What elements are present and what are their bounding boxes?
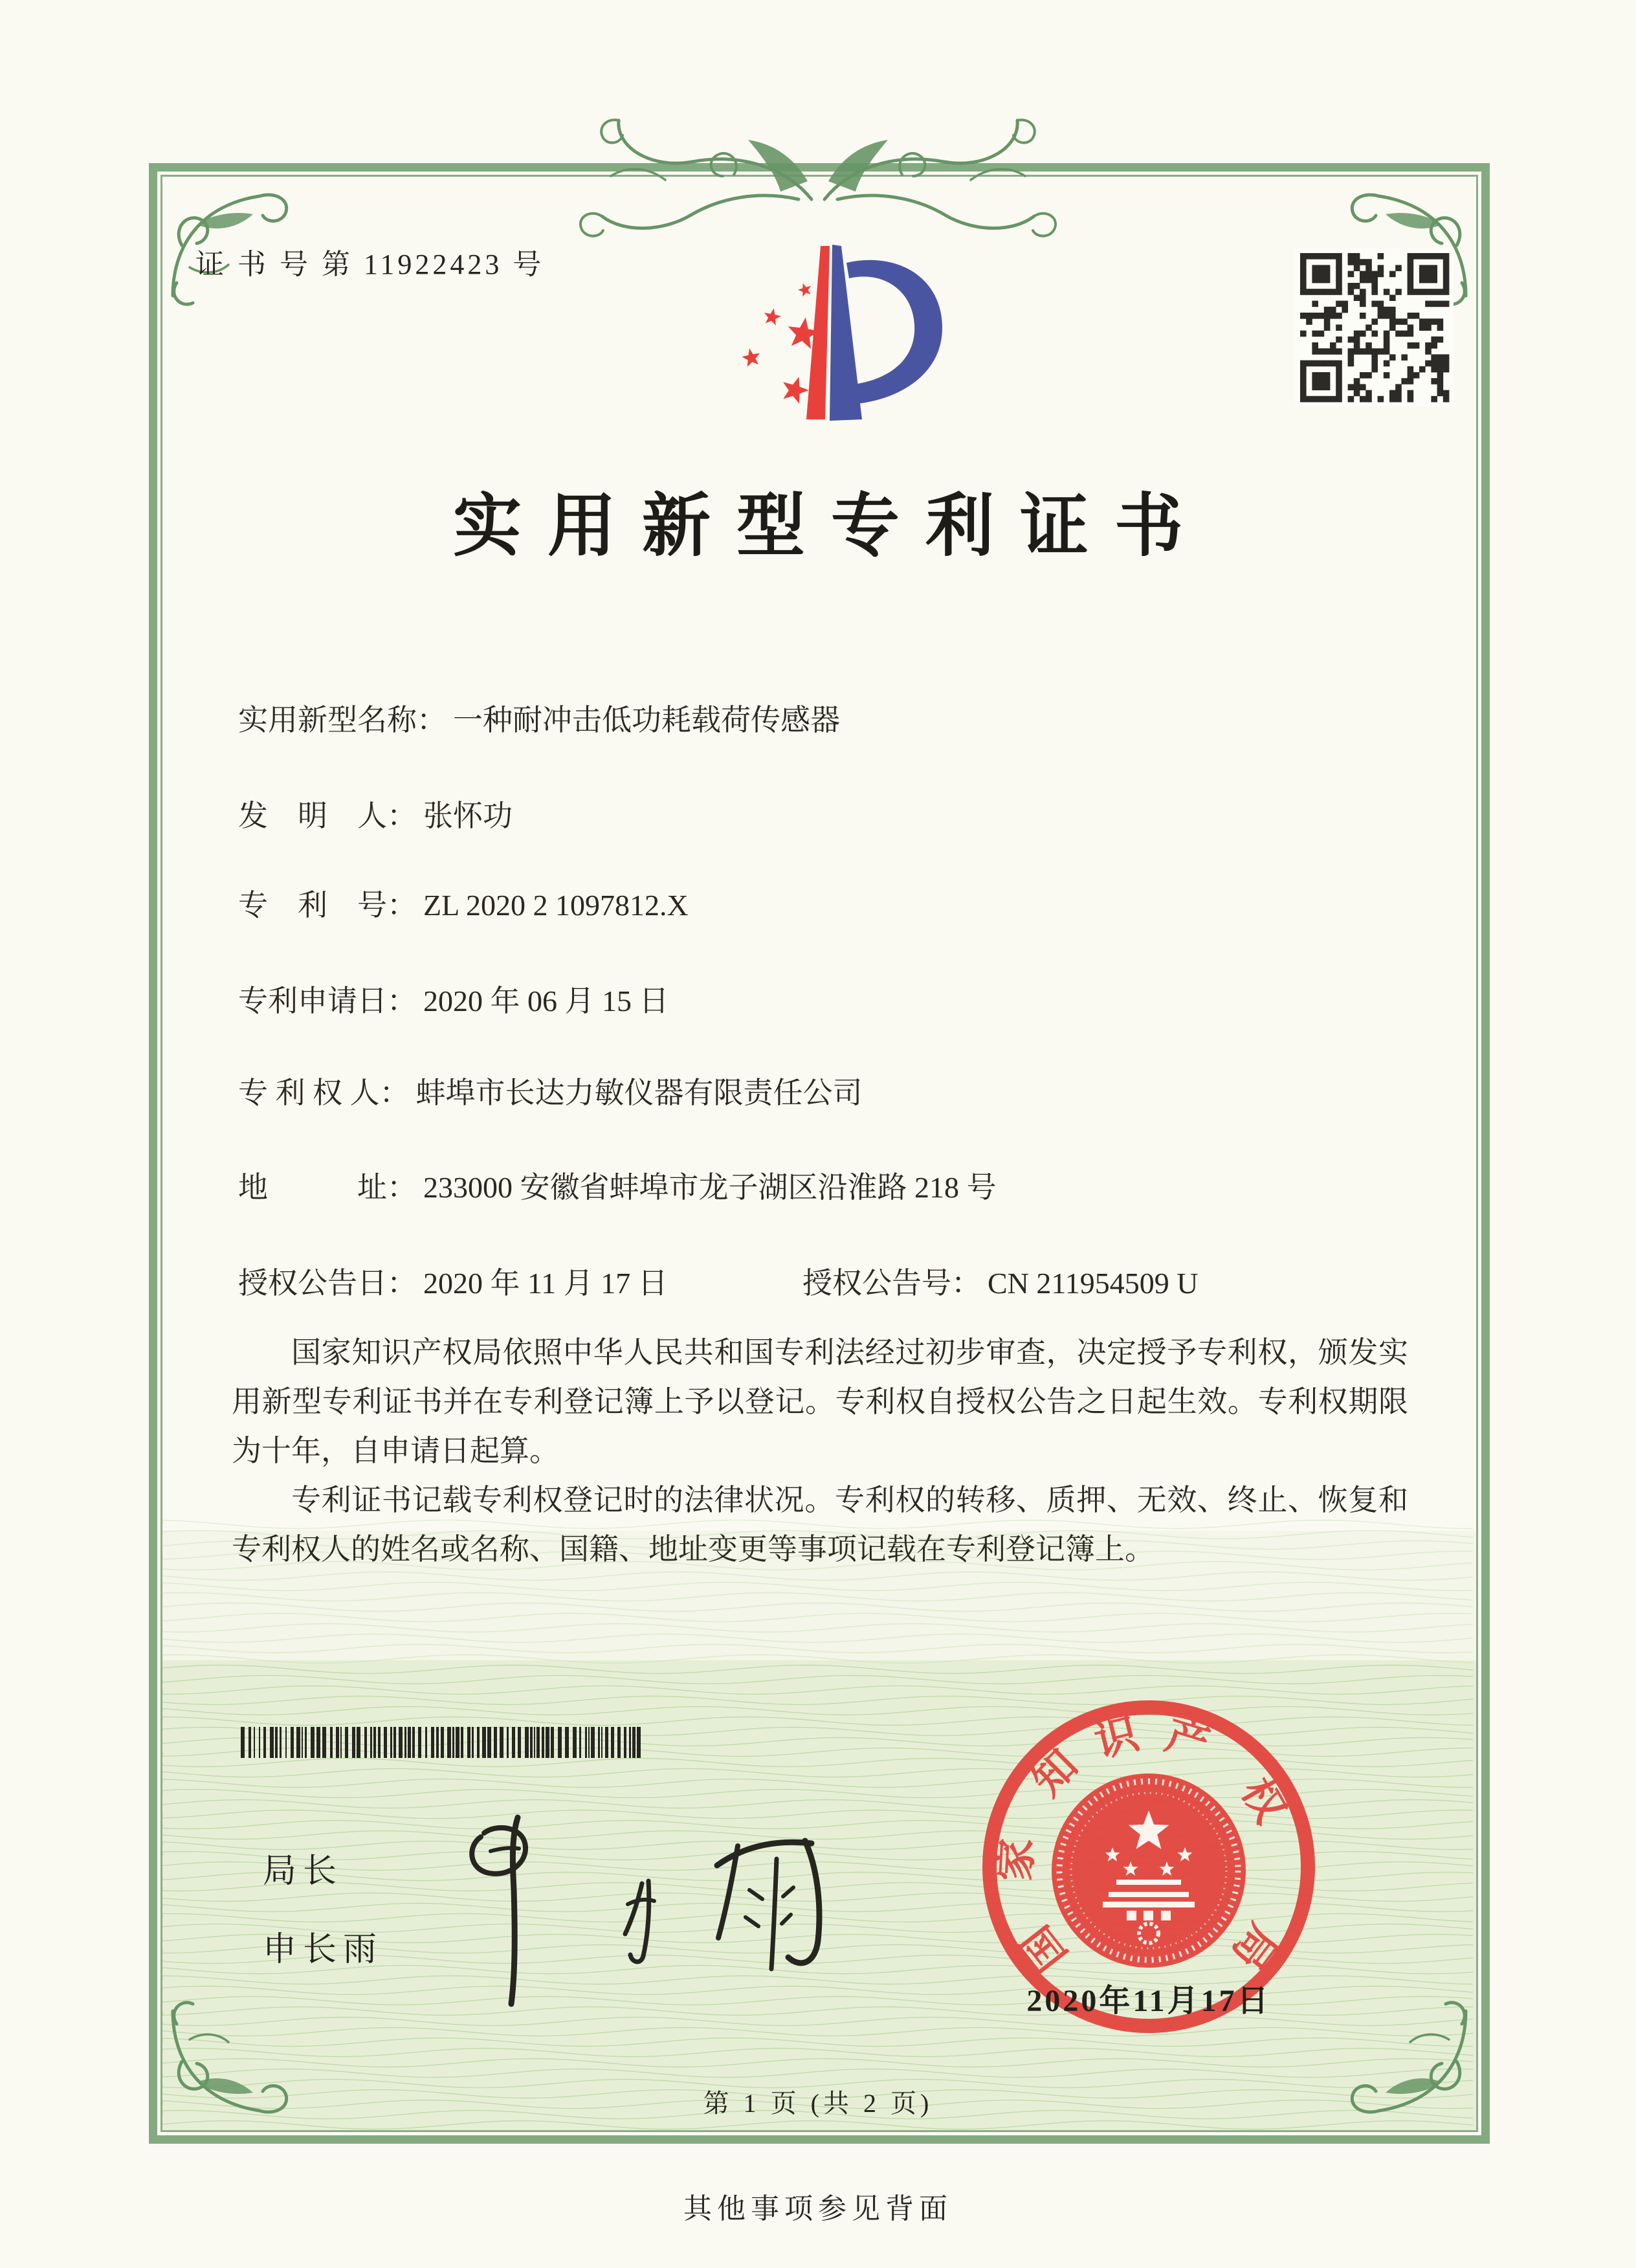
field-label: 专 利 号： xyxy=(238,889,417,922)
svg-text:权: 权 xyxy=(1232,1770,1295,1831)
certificate-title: 实用新型专利证书 xyxy=(453,489,1209,564)
field-value: 一种耐冲击低功耗载荷传感器 xyxy=(453,704,840,737)
field-value: 2020 年 11 月 17 日 xyxy=(423,1267,668,1300)
field-value: 233000 安徽省蚌埠市龙子湖区沿淮路 218 号 xyxy=(423,1171,997,1204)
field-label: 地 址： xyxy=(238,1171,417,1204)
legal-paragraph: 专利证书记载专利权登记时的法律状况。专利权的转移、质押、无效、终止、恢复和专利权人的姓名或名称、国籍、地址变更等事项记载在专利登记簿上。 xyxy=(232,1484,1408,1566)
svg-text:国: 国 xyxy=(1012,1917,1077,1980)
svg-text:识: 识 xyxy=(1090,1710,1144,1767)
field-row xyxy=(238,1069,863,1112)
legal-paragraph: 国家知识产权局依照中华人民共和国专利法经过初步审查，决定授予专利权，颁发实用新型专利证书并在专利登记簿上予以登记。专利权自授权公告之日起生效。专利权期限为十年，自申请日起算。 xyxy=(232,1336,1408,1467)
field-row xyxy=(238,696,840,739)
signer-block xyxy=(263,1843,383,2000)
field-label: 实用新型名称： xyxy=(238,704,447,737)
svg-text:家: 家 xyxy=(991,1837,1042,1883)
field-row xyxy=(238,1164,997,1206)
field-value: 蚌埠市长达力敏仪器有限责任公司 xyxy=(415,1076,863,1109)
page-number: 第 1 页 (共 2 页) xyxy=(703,2089,933,2118)
field-row xyxy=(238,792,513,835)
cnipa-patent-logo-icon xyxy=(703,206,949,432)
field-value: 张怀功 xyxy=(423,799,513,832)
svg-text:局: 局 xyxy=(1222,1915,1287,1978)
field-label: 专 利 权 人： xyxy=(238,1076,410,1109)
legal-text xyxy=(232,1328,1408,1574)
field-value: 2020 年 06 月 15 日 xyxy=(423,984,669,1017)
field-label: 专利申请日： xyxy=(238,984,417,1017)
barcode-icon xyxy=(241,1727,643,1758)
back-note: 其他事项参见背面 xyxy=(683,2193,953,2225)
logo-blue-p-bowl xyxy=(846,260,942,404)
handwritten-signature-icon xyxy=(414,1786,893,2019)
svg-text:产: 产 xyxy=(1160,1711,1215,1770)
svg-text:知: 知 xyxy=(1023,1741,1087,1805)
certificate-number: 证 书 号 第 11922423 号 xyxy=(195,249,545,280)
seal-date: 2020年11月17日 xyxy=(1026,1984,1271,2018)
field-label: 授权公告号： xyxy=(802,1267,981,1300)
field-value: CN 211954509 U xyxy=(988,1267,1199,1300)
national-emblem xyxy=(1052,1773,1246,1968)
field-row xyxy=(238,1260,668,1302)
field-value: ZL 2020 2 1097812.X xyxy=(423,889,689,922)
signer-name: 申长雨 xyxy=(263,1931,384,1968)
field-row xyxy=(238,977,669,1020)
field-row xyxy=(802,1260,1198,1302)
field-label: 授权公告日： xyxy=(238,1267,417,1300)
field-row xyxy=(238,882,689,924)
field-label: 发 明 人： xyxy=(238,799,417,832)
signer-title: 局长 xyxy=(263,1852,344,1890)
qr-code-icon xyxy=(1296,249,1454,406)
